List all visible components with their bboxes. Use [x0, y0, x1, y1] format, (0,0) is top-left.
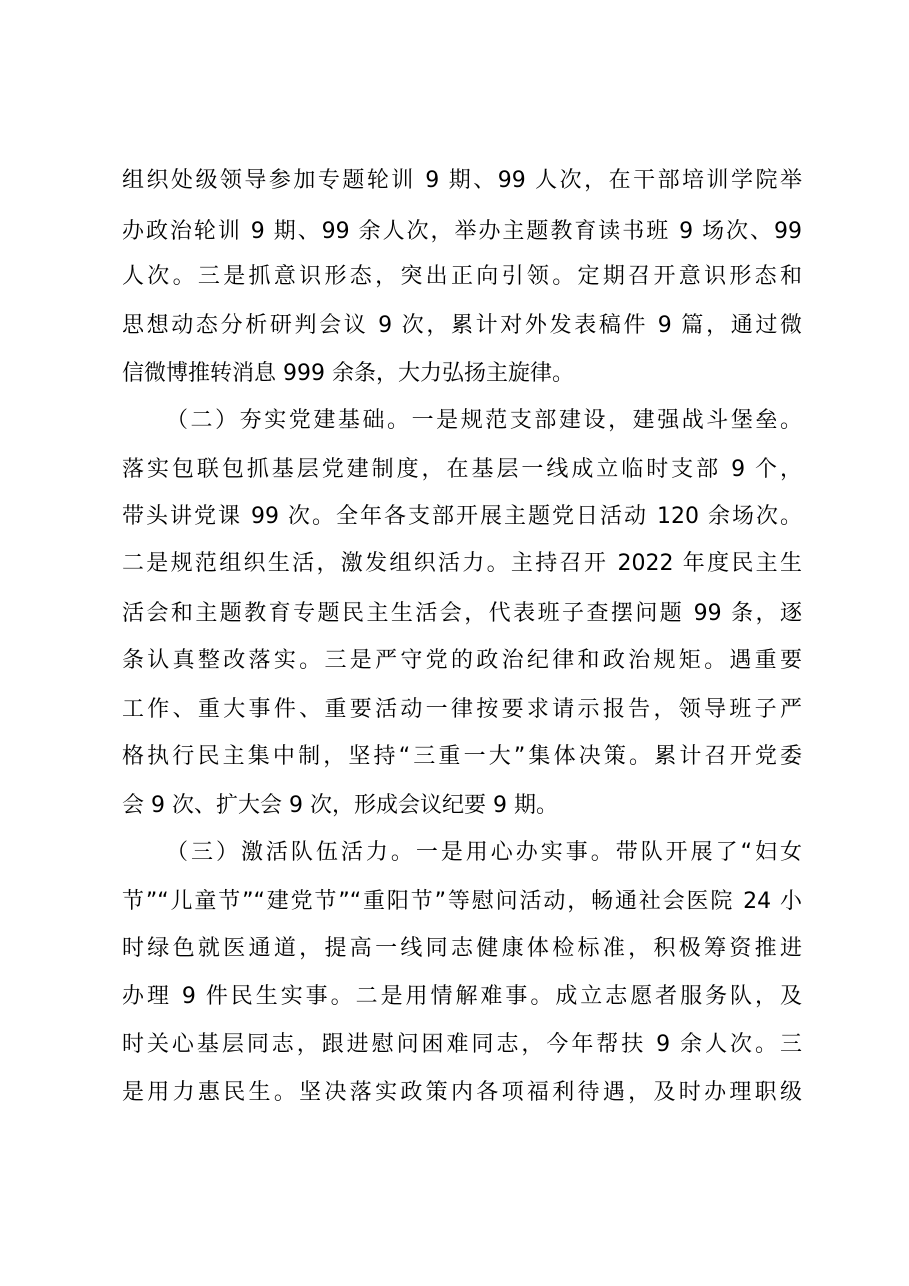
paragraph-line: 时关心基层同志，跟进慰问困难同志，今年帮扶 9 余人次。三 [122, 1032, 802, 1057]
paragraph-line: 带头讲党课 99 次。全年各支部开展主题党日活动 120 余场次。 [122, 504, 802, 529]
paragraph-line: 组织处级领导参加专题轮训 9 期、99 人次，在干部培训学院举 [122, 168, 802, 193]
paragraph-line: 落实包联包抓基层党建制度，在基层一线成立临时支部 9 个， [122, 457, 802, 482]
paragraph-line: 思想动态分析研判会议 9 次，累计对外发表稿件 9 篇，通过微 [122, 313, 802, 338]
paragraph-line: 信微博推转消息 999 余条，大力弘扬主旋律。 [122, 361, 574, 386]
paragraph-line: 办政治轮训 9 期、99 余人次，举办主题教育读书班 9 场次、99 [122, 219, 802, 244]
paragraph-line: 是用力惠民生。坚决落实政策内各项福利待遇，及时办理职级 [122, 1080, 802, 1105]
paragraph-line: 时绿色就医通道，提高一线同志健康体检标准，积极筹资推进 [122, 936, 802, 961]
paragraph-line: 条认真整改落实。三是严守党的政治纪律和政治规矩。遇重要 [122, 648, 802, 673]
paragraph-line: （二）夯实党建基础。一是规范支部建设，建强战斗堡垒。 [166, 408, 802, 433]
paragraph-line: （三）激活队伍活力。一是用心办实事。带队开展了“妇女 [166, 840, 802, 865]
paragraph-line: 活会和主题教育专题民主生活会，代表班子查摆问题 99 条，逐 [122, 601, 802, 626]
paragraph-line: 节”“儿童节”“建党节”“重阳节”等慰问活动，畅通社会医院 24 小 [122, 889, 802, 914]
paragraph-line: 办理 9 件民生实事。二是用情解难事。成立志愿者服务队，及 [122, 984, 802, 1009]
paragraph-line: 二是规范组织生活，激发组织活力。主持召开 2022 年度民主生 [122, 551, 802, 576]
paragraph-line: 工作、重大事件、重要活动一律按要求请示报告，领导班子严 [122, 697, 802, 722]
paragraph-line: 会 9 次、扩大会 9 次，形成会议纪要 9 期。 [122, 793, 558, 818]
paragraph-line: 人次。三是抓意识形态，突出正向引领。定期召开意识形态和 [122, 264, 802, 289]
paragraph-line: 格执行民主集中制，坚持“三重一大”集体决策。累计召开党委 [122, 744, 802, 769]
